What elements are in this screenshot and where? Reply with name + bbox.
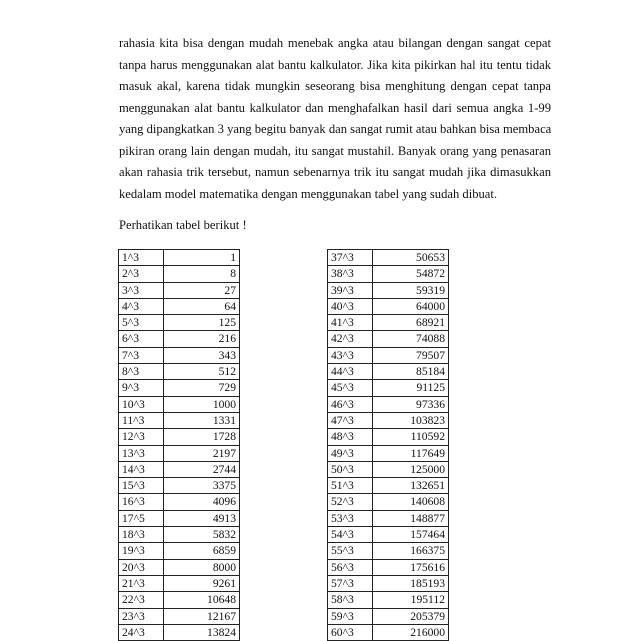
power-expression-cell: 48^3 [328,429,373,445]
cube-value-cell: 10648 [164,592,240,608]
table-row [119,331,240,347]
power-expression-cell: 45^3 [328,380,373,396]
table-row [119,575,240,591]
power-expression-cell: 3^3 [119,282,164,298]
power-expression-cell: 56^3 [328,559,373,575]
table-row [328,478,449,494]
table-row [328,559,449,575]
table-row [119,380,240,396]
power-expression-cell: 10^3 [119,396,164,412]
cube-value-cell: 216 [164,331,240,347]
cube-value-cell: 97336 [373,396,449,412]
table-row [119,445,240,461]
cube-value-cell: 195112 [373,592,449,608]
paragraph-line: rahasia kita bisa dengan mudah menebak angka atau bilangan dengan sangat cepat [119,36,551,50]
table-row [328,624,449,640]
table-row [119,396,240,412]
cube-value-cell: 5832 [164,527,240,543]
cube-value-cell: 1 [164,250,240,266]
paragraph-line: kedalam model matematika dengan menggunakan tabel yang sudah dibuat. [119,186,498,201]
cube-value-cell: 54872 [373,266,449,282]
table-row [328,364,449,380]
cube-value-cell: 4096 [164,494,240,510]
cube-value-cell: 2744 [164,461,240,477]
table-row [119,592,240,608]
power-expression-cell: 8^3 [119,364,164,380]
table-row [119,543,240,559]
cube-value-cell: 6859 [164,543,240,559]
cube-value-cell: 185193 [373,575,449,591]
power-expression-cell: 58^3 [328,592,373,608]
table-row [119,527,240,543]
power-expression-cell: 39^3 [328,282,373,298]
table-row [119,412,240,428]
power-expression-cell: 1^3 [119,250,164,266]
power-expression-cell: 23^3 [119,608,164,624]
cube-value-cell: 216000 [373,624,449,640]
paragraph-line: yang dipangkatkan 3 yang begitu banyak dan sangat rumit atau bahkan bisa membaca [119,122,552,136]
cube-value-cell: 13824 [164,624,240,640]
cube-value-cell: 68921 [373,315,449,331]
power-expression-cell: 59^3 [328,608,373,624]
table-row [119,347,240,363]
power-expression-cell: 6^3 [119,331,164,347]
cube-value-cell: 175616 [373,559,449,575]
power-expression-cell: 17^5 [119,510,164,526]
cube-value-cell: 512 [164,364,240,380]
cube-value-cell: 103823 [373,412,449,428]
table-row [328,543,449,559]
table-row [119,298,240,314]
table-row [119,608,240,624]
power-expression-cell: 9^3 [119,380,164,396]
cube-value-cell: 125 [164,315,240,331]
body-paragraph [119,33,551,205]
power-expression-cell: 4^3 [119,298,164,314]
table-row [119,478,240,494]
table-row [328,298,449,314]
cube-value-cell: 1331 [164,412,240,428]
cube-value-cell: 9261 [164,575,240,591]
power-expression-cell: 37^3 [328,250,373,266]
cube-value-cell: 205379 [373,608,449,624]
power-expression-cell: 16^3 [119,494,164,510]
table-row [328,282,449,298]
table-row [328,494,449,510]
cube-value-cell: 79507 [373,347,449,363]
table-row [328,380,449,396]
cube-value-cell: 27 [164,282,240,298]
cube-value-cell: 8 [164,266,240,282]
cube-value-cell: 8000 [164,559,240,575]
power-expression-cell: 55^3 [328,543,373,559]
table-row [328,592,449,608]
power-expression-cell: 22^3 [119,592,164,608]
table-row [328,250,449,266]
power-expression-cell: 14^3 [119,461,164,477]
paragraph-line: tanpa harus menggunakan alat bantu kalkulator. Jika kita pikirkan hal itu tentu tidak [119,57,551,72]
table-row [119,624,240,640]
cube-value-cell: 1728 [164,429,240,445]
table-row [328,412,449,428]
cube-value-cell: 64000 [373,298,449,314]
table-row [328,461,449,477]
power-expression-cell: 12^3 [119,429,164,445]
cube-value-cell: 343 [164,347,240,363]
cube-value-cell: 1000 [164,396,240,412]
power-expression-cell: 18^3 [119,527,164,543]
cube-value-cell: 2197 [164,445,240,461]
cube-value-cell: 157464 [373,527,449,543]
power-expression-cell: 13^3 [119,445,164,461]
power-expression-cell: 19^3 [119,543,164,559]
cube-value-cell: 148877 [373,510,449,526]
cube-table-right [327,249,449,641]
table-row [328,347,449,363]
power-expression-cell: 43^3 [328,347,373,363]
table-row [119,266,240,282]
table-row [119,510,240,526]
power-expression-cell: 42^3 [328,331,373,347]
table-row [119,282,240,298]
power-expression-cell: 50^3 [328,461,373,477]
cube-value-cell: 132651 [373,478,449,494]
power-expression-cell: 60^3 [328,624,373,640]
cube-value-cell: 140608 [373,494,449,510]
table-row [119,494,240,510]
power-expression-cell: 52^3 [328,494,373,510]
power-expression-cell: 2^3 [119,266,164,282]
table-row [328,575,449,591]
paragraph-line: pikiran orang lain dengan mudah, itu sangat mustahil. Banyak orang yang penasaran [119,143,551,158]
power-expression-cell: 21^3 [119,575,164,591]
cube-value-cell: 125000 [373,461,449,477]
cube-value-cell: 3375 [164,478,240,494]
paragraph-line: menggunakan alat bantu kalkulator dan menghafalkan hasil dari semua angka 1-99 [119,100,551,115]
cube-value-cell: 110592 [373,429,449,445]
table-row [119,250,240,266]
table-intro: Perhatikan tabel berikut ! [119,218,247,232]
power-expression-cell: 44^3 [328,364,373,380]
cube-value-cell: 50653 [373,250,449,266]
power-expression-cell: 11^3 [119,412,164,428]
power-expression-cell: 24^3 [119,624,164,640]
power-expression-cell: 5^3 [119,315,164,331]
cube-value-cell: 729 [164,380,240,396]
power-expression-cell: 46^3 [328,396,373,412]
power-expression-cell: 41^3 [328,315,373,331]
power-expression-cell: 38^3 [328,266,373,282]
table-row [328,429,449,445]
cube-value-cell: 4913 [164,510,240,526]
table-row [119,559,240,575]
power-expression-cell: 47^3 [328,412,373,428]
cube-value-cell: 12167 [164,608,240,624]
power-expression-cell: 7^3 [119,347,164,363]
table-row [328,315,449,331]
table-row [119,315,240,331]
power-expression-cell: 51^3 [328,478,373,494]
table-row [328,608,449,624]
cube-value-cell: 166375 [373,543,449,559]
power-expression-cell: 15^3 [119,478,164,494]
cube-table-left [118,249,240,641]
cube-value-cell: 117649 [373,445,449,461]
table-row [328,396,449,412]
power-expression-cell: 54^3 [328,527,373,543]
cube-value-cell: 64 [164,298,240,314]
paragraph-line: akan rahasia trik tersebut, namun sebenarnya trik itu sangat mudah jika dimasukkan [119,165,551,179]
table-row [119,364,240,380]
cube-value-cell: 74088 [373,331,449,347]
power-expression-cell: 20^3 [119,559,164,575]
paragraph-line: masuk akal, karena tidak mungkin seseorang bisa menghitung dengan cepat tanpa [119,79,551,93]
power-expression-cell: 40^3 [328,298,373,314]
table-row [328,266,449,282]
table-row [119,429,240,445]
table-row [328,445,449,461]
cube-value-cell: 91125 [373,380,449,396]
cube-value-cell: 85184 [373,364,449,380]
table-row [328,510,449,526]
cube-value-cell: 59319 [373,282,449,298]
table-row [328,331,449,347]
power-expression-cell: 57^3 [328,575,373,591]
power-expression-cell: 53^3 [328,510,373,526]
power-expression-cell: 49^3 [328,445,373,461]
table-row [119,461,240,477]
table-row [328,527,449,543]
